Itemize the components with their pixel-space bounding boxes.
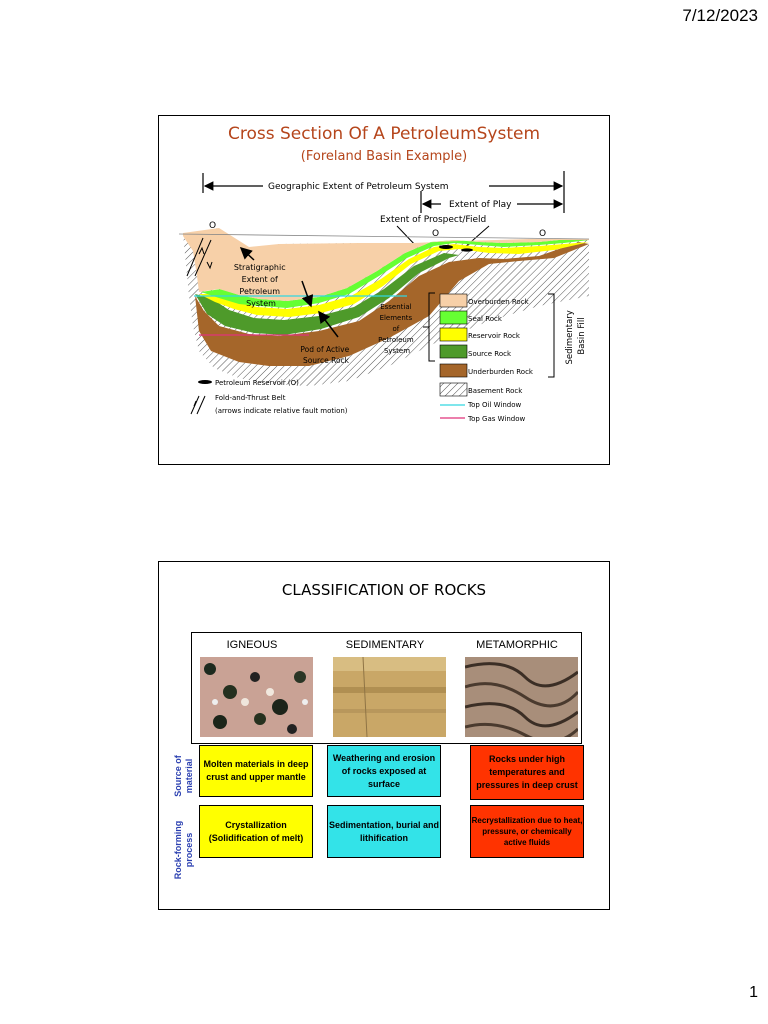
metamorphic-process-box: Recrystallization due to heat, pressure, or chemically active fluids [470,805,584,858]
svg-text:Reservoir Rock: Reservoir Rock [468,332,520,340]
petroleum-reservoir-label: Petroleum Reservoir (O) [215,379,299,387]
metamorphic-source-box: Rocks under high temperatures and pressures in deep crust [470,745,584,800]
svg-text:Basement Rock: Basement Rock [468,387,523,395]
igneous-process-box: Crystallization (Solidification of melt) [199,805,313,858]
slide-title: CLASSIFICATION OF ROCKS [281,581,487,599]
essential-elements-label: Essential Elements of Petroleum System [378,303,414,355]
slide-subtitle: (Foreland Basin Example) [300,149,468,164]
column-igneous: IGNEOUS [226,639,278,651]
column-sedimentary: SEDIMENTARY [345,639,425,651]
strat-extent-label: Stratigraphic Extent of Petroleum System [233,263,286,308]
fault-arrows-icon [191,396,205,414]
svg-text:Seal Rock: Seal Rock [468,315,502,323]
extent-play-label: Extent of Play [449,200,512,210]
row-label-process: Rock-forming process [173,820,194,880]
slide-classification-of-rocks [158,561,610,910]
slide-petroleum-cross-section [158,115,610,465]
schist-photo [465,657,578,737]
fold-thrust-label: Fold-and-Thrust Belt [215,394,286,402]
reservoir-marker-2: O [432,229,440,239]
sandstone-photo [333,657,446,737]
slide-title: Cross Section Of A PetroleumSystem [227,124,541,144]
page-number: 1 [749,984,758,1001]
date-stamp: 7/12/2023 [682,6,758,25]
rock-photo-panel [191,632,582,744]
oil-accumulation [439,245,453,249]
svg-text:Top Oil Window: Top Oil Window [468,401,522,409]
fold-thrust-note: (arrows indicate relative fault motion) [215,407,348,415]
column-metamorphic: METAMORPHIC [476,639,558,651]
cross-section-diagram [159,116,609,464]
svg-text:Source Rock: Source Rock [468,350,512,358]
igneous-source-box: Molten materials in deep crust and upper mantle [199,745,313,797]
svg-text:Top Gas Window: Top Gas Window [468,415,526,423]
pod-source-rock-label: Pod of Active Source Rock [300,345,350,365]
petroleum-reservoir-icon [198,380,212,384]
extent-prospect-label: Extent of Prospect/Field [380,215,487,225]
svg-text:Overburden Rock: Overburden Rock [468,298,529,306]
granite-photo [200,657,313,737]
sedimentary-source-box: Weathering and erosion of rocks exposed at surface [327,745,441,797]
sedimentary-process-box: Sedimentation, burial and lithification [327,805,441,858]
reservoir-marker-3: O [539,229,547,239]
sedimentary-basin-fill-label: Sedimentary Basin Fill [565,310,587,365]
reservoir-marker-1: O [209,221,217,231]
geographic-extent-label: Geographic Extent of Petroleum System [268,182,449,192]
svg-text:Underburden Rock: Underburden Rock [468,368,533,376]
row-label-source: Source of material [173,755,194,797]
